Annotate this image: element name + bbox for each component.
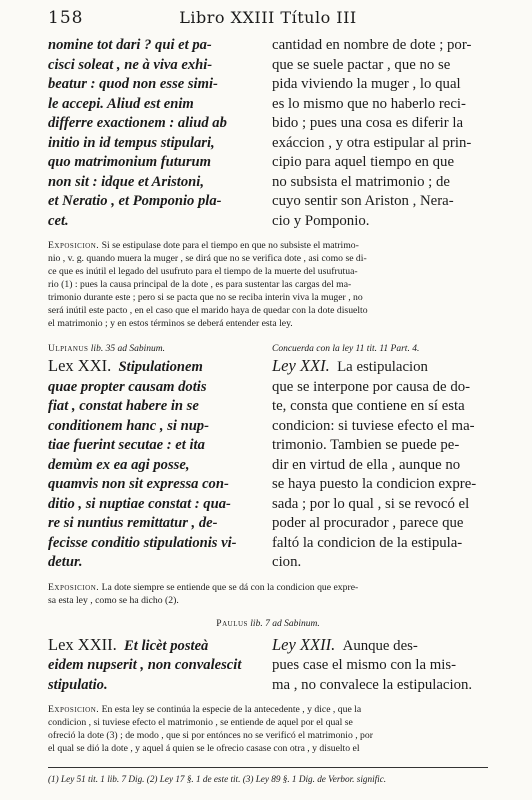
exposicion-line [48,239,488,252]
latin-line: conditionem hanc , si nup- [48,417,209,434]
spanish-line: te, consta que contiene en sí esta [272,398,465,414]
spanish-line: Ley XXII. Aunque des- [272,634,418,654]
latin-line: fiat , constat habere in se [48,398,199,414]
exposicion-line: condicion , si tuviese efecto el matrimonio , se entiende de aquel por el qual se [48,717,353,728]
spanish-line: trimonio. Tambien se puede pe- [272,437,460,453]
latin-line: et Neratio , et Pomponio pla- [48,193,222,209]
exposicion-line: rio (1) : pues la causa principal de la dote , es para sustentar las cargas del ma- [48,279,352,290]
page-number: 158 [48,8,84,28]
page [48,6,488,786]
exposicion-line [48,703,488,716]
spanish-line: bido ; pues una cosa es diferir la [272,115,464,131]
latin-column [48,635,260,696]
lex-heading: Lex XXII. [48,634,117,654]
footnote-rule [48,767,488,768]
spanish-line: Ley XXI. La estipulacion [272,356,428,375]
lex21-sources [48,342,488,356]
spanish-column [272,356,488,573]
exposicion-label: Exposicion. [48,240,100,251]
latin-line: quamvis non sit expressa con- [48,476,229,492]
spanish-line: dir en virtud de ella , aunque no [272,456,461,473]
top-columns [48,36,488,231]
exposicion-block [48,581,488,607]
latin-line: quo matrimonium futurum [48,154,212,170]
exposicion-line: trimonio durante este ; pero si se pacta que no se reciba interin viva la muger , no [48,292,363,303]
spanish-line: faltó la condicion de la estipula- [272,534,463,551]
spanish-line: exáccion , y otra estipular al prin- [272,134,472,151]
spanish-column [272,635,488,696]
source-left: Ulpianus lib. 35 ad Sabinum. [48,344,165,354]
spanish-line: condicion: si tuviese efecto el ma- [272,417,475,434]
exposicion-block [48,239,488,330]
spanish-line: pida viviendo la muger , lo qual [272,76,461,92]
exposicion-line: nio , v. g. quando muera la muger , se dirá que no se verifica dote , asi como se di- [48,253,367,264]
spanish-line: que se interpone por causa de do- [272,378,471,395]
latin-line: quae propter causam dotis [48,378,207,395]
spanish-line: poder al procurador , parece que [272,515,464,531]
latin-line: Lex XXII. Et licèt posteà [48,634,209,654]
exposicion-line [48,581,488,594]
running-title: Libro XXIII Título III [179,8,357,27]
latin-column [48,36,260,231]
spanish-line: cipio para aquel tiempo en que [272,154,455,170]
spanish-line: se haya puesto la condicion expre- [272,476,477,492]
spanish-line: no subsista el matrimonio ; de [272,173,450,190]
exposicion-block [48,703,488,755]
exposicion-label: Exposicion. [48,581,100,593]
footnotes: (1) Ley 51 tit. 1 lib. 7 Dig. (2) Ley 17 §. 1 de este tit. (3) Ley 89 §. 1 Dig. de Verbor. signific. [48,774,387,784]
ley-heading: Ley XXI. [272,356,330,375]
latin-line: initio in id tempus stipulari, [48,134,215,151]
exposicion-line: ofreció la dote (3) ; de modo , que si por entónces no se verificó el matrimonio , por [48,730,373,741]
latin-column [48,356,260,573]
latin-line: demùm ex ea agi posse, [48,456,190,473]
exposicion-text: Si se estipulase dote para el tiempo en que no subsiste el matrimo- [101,240,359,251]
source-right: Concuerda con la ley 11 tit. 11 Part. 4. [272,344,420,354]
exposicion-line: el qual se dió la dote , y aquel á quien se le ofrecio casase con otra , y disuelto el [48,743,360,754]
latin-line: eidem nupserit , non convalescit [48,657,242,673]
lex-heading: Lex XXI. [48,356,112,375]
lex22-columns [48,635,488,696]
spanish-line: cio y Pomponio. [272,212,370,229]
latin-line: beatur : quod non esse simi- [48,76,218,92]
latin-line: non sit : idque et Aristoni, [48,173,204,190]
spanish-line: es lo mismo que no haberlo reci- [272,95,466,112]
latin-line: Lex XXI. Stipulationem [48,356,203,375]
exposicion-line: sa esta ley , como se ha dicho (2). [48,594,179,606]
exposicion-text: En esta ley se continúa la especie de la antecedente , y dice , que la [101,704,362,715]
lex21-columns [48,356,488,573]
latin-line: differre exactionem : aliud ab [48,115,227,131]
page-header [48,6,488,36]
latin-line: fecisse conditio stipulationis vi- [48,534,237,551]
spanish-column [272,36,488,231]
latin-line: detur. [48,554,83,570]
exposicion-line: ce que es inútil el legado del usufruto para el tiempo de la muerte del usufrutua- [48,266,358,277]
latin-line: le accepi. Aliud est enim [48,95,194,112]
ley-heading: Ley XXII. [272,634,336,654]
latin-line: cisci soleat , ne à viva exhi- [48,56,213,73]
exposicion-line: será inútil este pacto , en el caso que el marido haya de quedar con la dote disuelto [48,305,368,316]
spanish-line: cion. [272,554,302,570]
spanish-line: sada ; por lo qual , si se revocó el [272,495,470,512]
exposicion-text: La dote siempre se entiende que se dá con la condicion que expre- [101,581,359,593]
lex22-source: Paulus lib. 7 ad Sabinum. [216,618,320,629]
spanish-line: ma , no convalece la estipulacion. [272,676,473,693]
spanish-line: cantidad en nombre de dote ; por- [272,37,472,53]
spanish-line: cuyo sentir son Ariston , Nera- [272,193,454,209]
exposicion-line: el matrimonio ; y en estos términos se deberá entender esta ley. [48,318,293,329]
latin-line: ditio , si nuptiae constat : qua- [48,495,231,512]
spanish-line: pues case el mismo con la mis- [272,657,457,673]
latin-line: tiae fuerint secutae : et ita [48,437,205,453]
latin-line: cet. [48,212,69,229]
spanish-line: que se suele pactar , que no se [272,56,451,73]
latin-line: stipulatio. [48,676,108,693]
latin-line: re si nuntius remittatur , de- [48,515,218,531]
exposicion-label: Exposicion. [48,704,100,715]
latin-line: nomine tot dari ? qui et pa- [48,37,212,53]
